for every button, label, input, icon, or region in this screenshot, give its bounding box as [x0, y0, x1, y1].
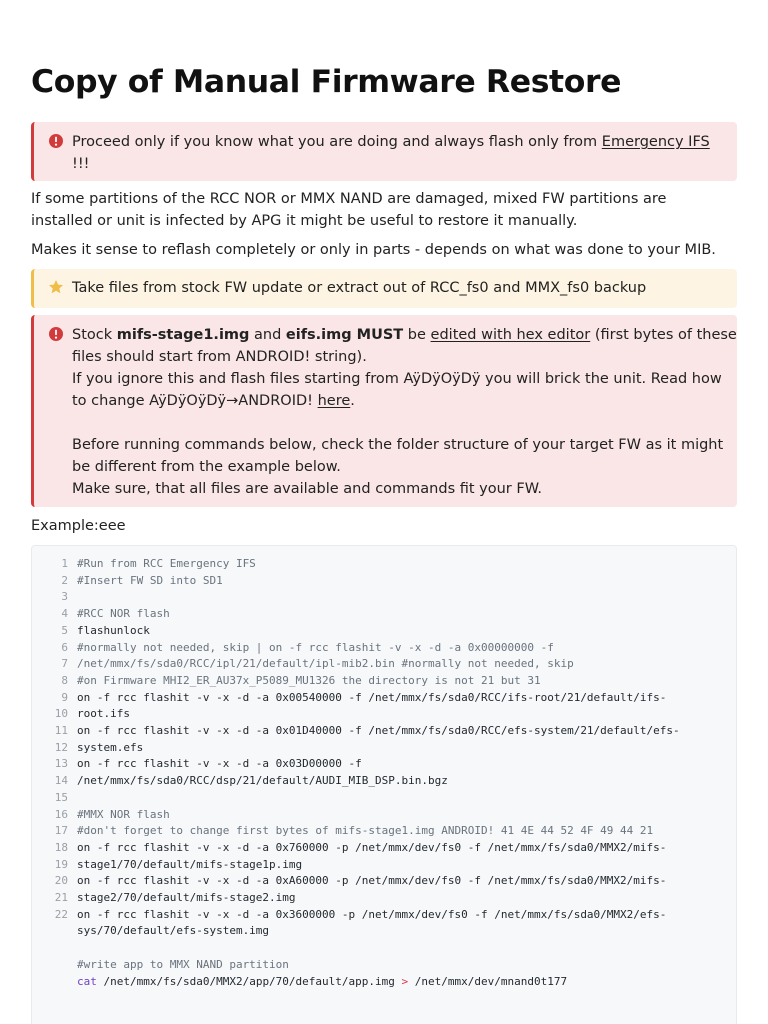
warning2-line: Make sure, that all files are available and commands fit your FW. — [72, 481, 542, 497]
code-text: /net/mmx/dev/mnand0t177 — [408, 974, 568, 988]
code-keyword: cat — [77, 974, 97, 988]
code-comment: #write app to MMX NAND partition — [77, 957, 289, 971]
warning2-line: Before running commands below, check the folder structure of your target FW as it might — [72, 437, 724, 453]
code-text: root.ifs — [77, 707, 130, 721]
line-number: 13 — [54, 757, 68, 771]
line-number: 22 — [54, 907, 68, 921]
emergency-ifs-link[interactable]: Emergency IFS — [601, 134, 710, 150]
warning2-line: If you ignore this and flash files starting from AÿDÿOÿDÿ you will brick the unit. Read how — [72, 371, 722, 387]
line-number: 1 — [61, 557, 68, 570]
code-text: /net/mmx/fs/sda0/RCC/dsp/21/default/AUDI_MIB_DSP.bin.bgz — [77, 774, 448, 788]
line-number: 20 — [54, 874, 68, 888]
code-text: stage1/70/default/mifs-stage1p.img — [77, 857, 303, 871]
intro-line: installed or unit is infected by APG it might be useful to restore it manually. — [31, 213, 578, 229]
line-number: 16 — [54, 807, 68, 821]
line-number: 3 — [61, 590, 68, 604]
line-number: 14 — [54, 774, 68, 788]
tip-text: Take files from stock FW update or extract out of RCC_fs0 and MMX_fs0 backup — [72, 280, 647, 296]
code-comment: #RCC NOR flash — [77, 607, 170, 621]
code-text: stage2/70/default/mifs-stage2.img — [77, 891, 296, 904]
intro2-line: Makes it sense to reflash completely or only in parts - depends on what was done to your MIB. — [31, 242, 716, 258]
line-number: 2 — [61, 573, 68, 587]
mifs-filename: mifs-stage1.img — [116, 327, 250, 343]
warning-text-end: !!! — [72, 156, 90, 172]
line-number: 18 — [54, 840, 68, 854]
code-text: on -f rcc flashit -v -x -d -a 0xA60000 -p /net/mmx/dev/fs0 -f /net/mmx/fs/sda0/MMX2/mifs- — [77, 874, 667, 888]
warning2-line: be different from the example below. — [72, 459, 341, 475]
code-operator: > — [401, 974, 409, 988]
code-text: /net/mmx/fs/sda0/MMX2/app/70/default/app.img — [96, 974, 402, 988]
intro-paragraph — [31, 188, 666, 232]
warning2-line: files should start from ANDROID! string). — [72, 349, 367, 365]
line-number: 15 — [54, 790, 68, 804]
here-link[interactable]: here — [317, 393, 351, 409]
code-comment: #Insert FW SD into SD1 — [77, 573, 223, 587]
code-text: flashunlock — [77, 623, 150, 637]
exclamation-circle-icon — [48, 326, 64, 342]
intro-line: If some partitions of the RCC NOR or MMX NAND are damaged, mixed FW partitions are — [31, 191, 667, 207]
code-text: on -f rcc flashit -v -x -d -a 0x01D40000 -f /net/mmx/fs/sda0/RCC/efs-system/21/default/efs- — [77, 724, 680, 737]
hex-editor-link[interactable]: edited with hex editor — [430, 327, 591, 343]
code-comment: #don't forget to change first bytes of mifs-stage1.img ANDROID! 41 4E 44 52 4F 49 44 21 — [77, 824, 654, 838]
example-label: Example:eee — [31, 518, 126, 534]
code-text: on -f rcc flashit -v -x -d -a 0x00540000 -f /net/mmx/fs/sda0/RCC/ifs-root/21/default/ifs- — [77, 690, 667, 704]
star-icon — [48, 279, 64, 295]
warning2-text: and — [249, 327, 286, 343]
line-number: 6 — [61, 640, 68, 654]
code-comment: #Run from RCC Emergency IFS — [77, 557, 256, 570]
line-number: 5 — [61, 623, 68, 637]
exclamation-circle-icon — [48, 133, 64, 149]
warning2-text: be — [403, 327, 431, 343]
line-number: 19 — [54, 857, 68, 871]
line-number: 12 — [54, 740, 68, 754]
line-number: 7 — [61, 657, 68, 671]
code-comment: /net/mmx/fs/sda0/RCC/ipl/21/default/ipl-mib2.bin #normally not needed, skip — [77, 657, 574, 671]
tip-callout — [31, 269, 737, 308]
code-text: system.efs — [77, 740, 144, 754]
warning2-text: Stock — [72, 327, 117, 343]
line-number: 9 — [61, 690, 68, 704]
code-comment: #MMX NOR flash — [77, 807, 170, 821]
line-number: 11 — [54, 724, 68, 737]
warning-callout-hex-edit — [31, 315, 737, 507]
code-block[interactable] — [31, 545, 737, 1024]
warning-text: Proceed only if you know what you are doing and always flash only from — [72, 134, 602, 150]
line-number: 10 — [54, 707, 68, 721]
code-text: on -f rcc flashit -v -x -d -a 0x03D00000 -f — [77, 757, 362, 771]
line-number: 21 — [54, 891, 68, 904]
line-number: 8 — [61, 673, 68, 687]
eifs-must-text: eifs.img MUST — [285, 327, 404, 343]
line-number: 17 — [54, 824, 68, 838]
code-text: on -f rcc flashit -v -x -d -a 0x3600000 -p /net/mmx/dev/fs0 -f /net/mmx/fs/sda0/MMX2/efs- — [77, 907, 667, 921]
line-number: 4 — [61, 607, 68, 621]
warning2-text: . — [350, 393, 355, 409]
code-comment: #normally not needed, skip | on -f rcc flashit -v -x -d -a 0x00000000 -f — [77, 640, 554, 654]
code-text: sys/70/default/efs-system.img — [77, 924, 270, 938]
warning2-text: to change AÿDÿOÿDÿ→ANDROID! — [72, 393, 318, 409]
page-title: Copy of Manual Firmware Restore — [31, 64, 622, 100]
warning-callout-emergency — [31, 122, 737, 181]
intro-paragraph-2 — [31, 239, 716, 261]
warning2-text: (first bytes of these — [590, 327, 737, 343]
code-comment: #on Firmware MHI2_ER_AU37x_P5089_MU1326 the directory is not 21 but 31 — [77, 673, 541, 687]
code-text: on -f rcc flashit -v -x -d -a 0x760000 -p /net/mmx/dev/fs0 -f /net/mmx/fs/sda0/MMX2/mifs- — [77, 840, 667, 854]
